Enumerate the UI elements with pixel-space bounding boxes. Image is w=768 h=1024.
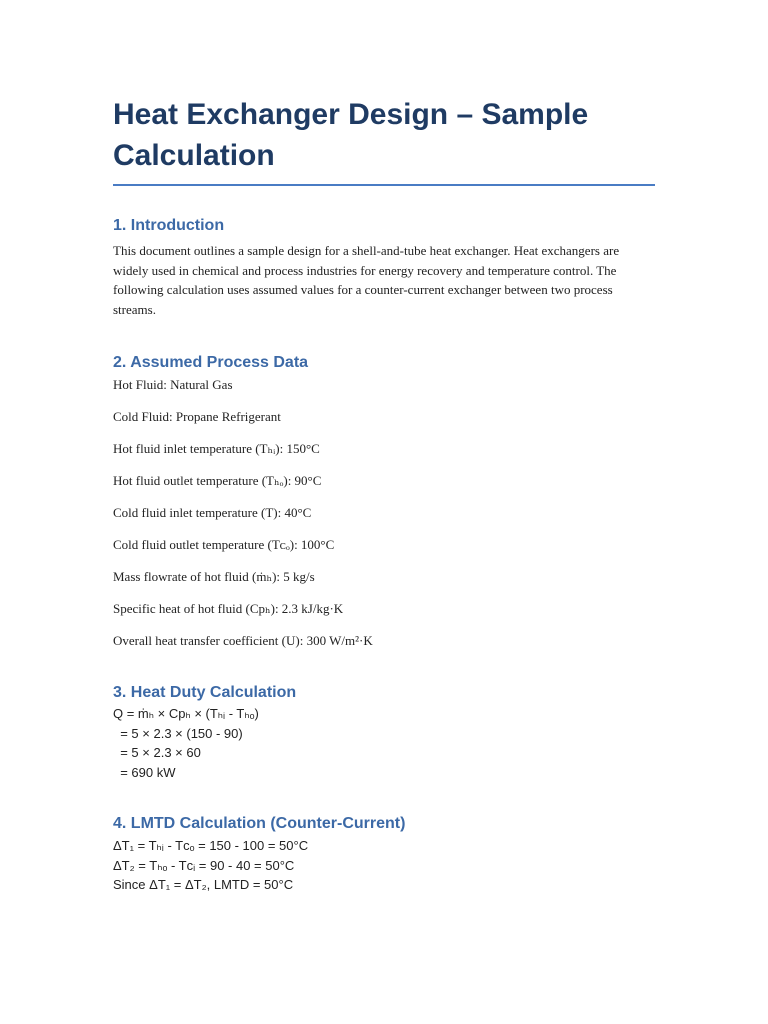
document-title: Heat Exchanger Design – Sample Calculation xyxy=(113,94,655,186)
process-data-item: Hot fluid outlet temperature (Tₕₒ): 90°C xyxy=(113,473,322,488)
introduction-paragraph: This document outlines a sample design for a shell-and-tube heat exchanger. Heat exchangers are widely used in chemical and process industries for energy recovery and temperature control. The following calculation uses assumed values for a counter-current exchanger between two process streams. xyxy=(113,243,620,317)
process-data-item: Cold fluid inlet temperature (T): 40°C xyxy=(113,505,312,520)
equation-line: = 5 × 2.3 × 60 xyxy=(113,745,201,760)
process-data-item: Specific heat of hot fluid (Cpₕ): 2.3 kJ/kg·K xyxy=(113,601,344,616)
section-heading-process-data: 2. Assumed Process Data xyxy=(113,354,309,371)
section-heading-introduction: 1. Introduction xyxy=(113,217,225,234)
section-heading-lmtd: 4. LMTD Calculation (Counter-Current) xyxy=(113,815,406,832)
lmtd-equations xyxy=(113,836,655,895)
equation-line: Q = ṁₕ × Cpₕ × (Tₕᵢ - Tₕₒ) xyxy=(113,706,259,721)
equation-line: Since ΔT₁ = ΔT₂, LMTD = 50°C xyxy=(113,877,294,892)
process-data-item: Overall heat transfer coefficient (U): 300 W/m²·K xyxy=(113,633,373,648)
process-data-item: Hot Fluid: Natural Gas xyxy=(113,377,233,392)
process-data-list xyxy=(113,375,655,650)
process-data-item: Mass flowrate of hot fluid (ṁₕ): 5 kg/s xyxy=(113,569,315,584)
process-data-item: Cold Fluid: Propane Refrigerant xyxy=(113,409,281,424)
heat-duty-equations xyxy=(113,704,655,782)
equation-line: = 690 kW xyxy=(113,764,176,780)
process-data-item: Hot fluid inlet temperature (Tₕᵢ): 150°C xyxy=(113,441,320,456)
equation-line: ΔT₁ = Tₕᵢ - Tᴄₒ = 150 - 100 = 50°C xyxy=(113,838,309,853)
equation-line: = 5 × 2.3 × (150 - 90) xyxy=(113,725,243,741)
equation-line: ΔT₂ = Tₕₒ - Tᴄᵢ = 90 - 40 = 50°C xyxy=(113,857,295,873)
section-heading-heat-duty: 3. Heat Duty Calculation xyxy=(113,684,297,701)
process-data-item: Cold fluid outlet temperature (Tᴄₒ): 100°C xyxy=(113,537,335,552)
